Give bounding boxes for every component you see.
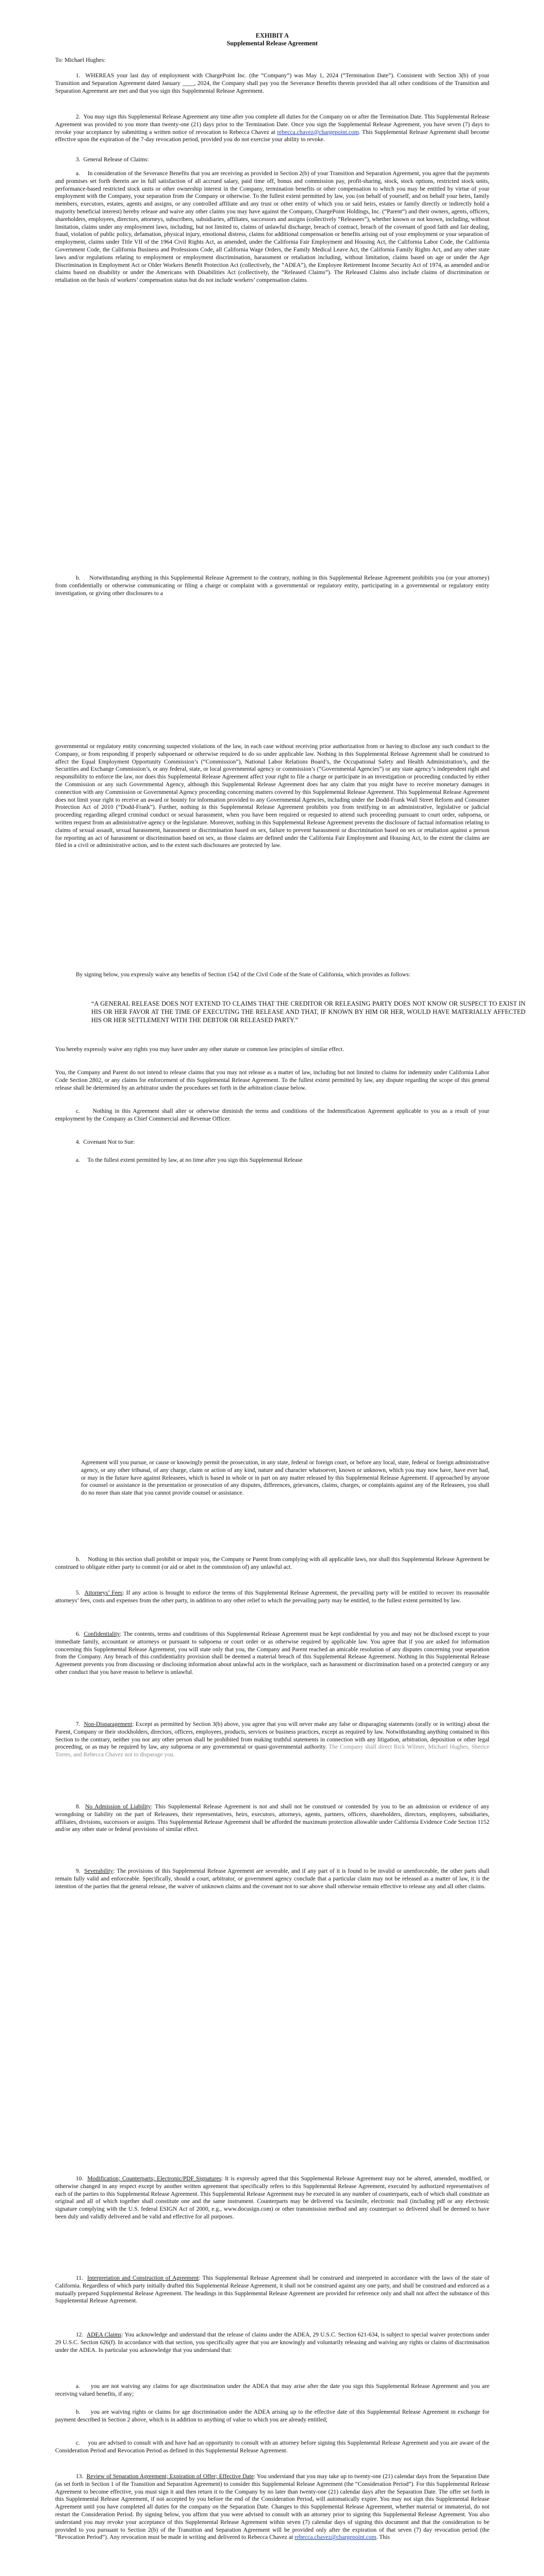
section-4a: a. To the fullest extent permitted by law, at no time after you sign this Supplemental Release (76, 1157, 303, 1163)
exhibit-label: EXHIBIT A (255, 32, 289, 39)
section-1: 1. WHEREAS your last day of employment with ChargePoint Inc. (the “Company”) was May 1, 2024 (“Termination Date”). Consistent with Section 3(b) of your Transition and Separation Agreement dated January ____, 2024, the Company shall pay you the Severance Benefits therein provided that all other conditions of the Transition and Separation Agreement are met and that you sign this Supplemental Release Agreement. (55, 72, 489, 94)
section-12c: c. you are advised to consult with and have had an opportunity to consult with an attorney before signing this Supplemental Release Agreement and you are aware of the Consideration Period and Revocation Period as defined in this Supplemental Release Agreement. (55, 2439, 489, 2454)
waiver-statement: You hereby expressly waive any rights you may have under any other statute or common law principles of similar effect. (55, 1046, 344, 1053)
section-10-label: Modification; Counterparts; Electronic/PDF Signatures (87, 2175, 222, 2182)
section-8: 8. No Admission of Liability: This Supplemental Release Agreement is not and shall not be construed or contended by you to be an admission or evidence of any wrongdoing or liability on the part of Releasees, their representatives, heirs, executors, attorneys, agents, partners, officers, shareholders, directors, employees, subsidiaries, affiliates, divisions, successors or assigns. This Supplemental Release Agreement shall be afforded the maximum protection allowable under California Evidence Code Section 1152 and/or any other state or federal provisions of similar effect. (55, 1803, 489, 1833)
section-4-heading: 4. Covenant Not to Sue: (76, 1139, 135, 1145)
section-6-text: : The contents, terms and conditions of this Supplemental Release Agreement must be kept confidential by you and may not be disclosed except to your immediate family, accountant or attorneys or pursuant to subpoena or court order or as otherwise required by applicable law. You agree that if you are asked for information concerning this Supplemental Release Agreement, you will state only that you, the Company and Parent reached an amicable resolution of any disputes concerning your separation from the Company. Any breach of this confidentiality provision shall be deemed a material breach of this Supplemental Release Agreement. Nothing in this Supplemental Release Agreement prevents you from discussing or disclosing information about unlawful acts in the workplace, such as harassment or discrimination based on a protected category or any other conduct that you have reason to believe is unlawful. (55, 1631, 489, 1675)
section-7: 7. Non-Disparagement: Except as permitted by Section 3(b) above, you agree that you will never make any false or disparaging statements (orally or in writing) about the Parent, Company or their stockholders, directors, officers, employees, products, services or business practices, except as required by law. Notwithstanding anything contained in this Section to the contrary, neither you nor any other person shall be prohibited from making truthful statements in connection with any litigation, arbitration, deposition or other legal proceeding, or as may be required by law, any subpoena or any governmental or quasi-governmental authority. The Company shall direct Rick Wilmer, Michael Hughes, Sherice Torres, and Rebecca Chavez not to disparage you. (55, 1721, 489, 1758)
section-13-text: : You understand that you may take up to twenty-one (21) calendar days from the Separation Date (as set forth in Section 1 of the Transition and Separation Agreement) to consider this Supplemental Release Agreement (the “Consideration Period”). For this Supplemental Release Agreement to become effective, you must sign it and then return it to the Company by no later than twenty-one (21) calendar days after the Separation Date. The offer set forth in this Supplemental Release Agreement, if not accepted by you before the end of the Consideration Period, will automatically expire. You may not sign this Supplemental Release Agreement until you have completed all duties for the company on the Separation Date. Changes to this Supplemental Release Agreement, whether material or immaterial, do not restart the Consideration Period. By signing below, you affirm that you were advised to consult with an attorney prior to signing this Supplemental Release Agreement. You also understand you may revoke your acceptance of this Supplemental Release Agreement within seven (7) calendar days of signing this document and that the consideration to be provided to you pursuant to Section 2(b) of the Transition and Separation Agreement will be provided only after the expiration of that seven (7) day revocation period (the “Revocation Period”). Any revocation must be made in writing and delivered to Rebecca Chavez at (55, 2473, 489, 2541)
section-7-label: Non-Disparagement (84, 1721, 133, 1727)
section-3c: c. Nothing in this Agreement shall alter or otherwise diminish the terms and conditions of the Indemnification Agreement applicable to you as a result of your employment by the Company as Chief Commercial and Revenue Officer. (55, 1108, 489, 1122)
civil-code-1542-quote: “A GENERAL RELEASE DOES NOT EXTEND TO CLAIMS THAT THE CREDITOR OR RELEASING PARTY DOES NOT KNOW OR SUSPECT TO EXIST IN HIS OR HER FAVOR AT THE TIME OF EXECUTING THE RELEASE AND THAT, IF KNOWN BY HIM OR HER, WOULD HAVE MATERIALLY AFFECTED HIS OR HER SETTLEMENT WITH THE DEBTOR OR RELEASED PARTY.” (91, 1000, 525, 1024)
section-9-text: : The provisions of this Supplemental Release Agreement are severable, and if any part of it is found to be invalid or unenforceable, the other parts shall remain fully valid and enforceable. Specifically, should a court, arbitrator, or government agency conclude that a particular claim may not be released as a matter of law, it is the intention of the parties that the general release, the waiver of unknown claims and the covenant not to sue above shall otherwise remain effective to release any and all other claims. (55, 1868, 489, 1890)
page-4 (0, 2148, 544, 2576)
section-13-end: . This (376, 2534, 390, 2541)
salutation: To: Michael Hughes: (55, 57, 106, 63)
section-3-heading: 3. General Release of Claims: (76, 156, 149, 163)
section-12a: a. you are not waiving any claims for age discrimination under the ADEA that may arise after the date you sign this Supplemental Release Agreement and you are receiving valued benefits, if any; (55, 2383, 489, 2397)
section-6: 6. Confidentiality: The contents, terms and conditions of this Supplemental Release Agreement must be kept confidential by you and may not be disclosed except to your immediate family, accountant or attorneys or pursuant to subpoena or court order or as otherwise required by applicable law. You agree that if you are asked for information concerning this Supplemental Release Agreement, you will state only that you, the Company and Parent reached an amicable resolution of any disputes concerning your separation from the Company. Any breach of this confidentiality provision shall be deemed a material breach of this Supplemental Release Agreement. Nothing in this Supplemental Release Agreement prevents you from discussing or disclosing information about unlawful acts in the workplace, such as harassment or discrimination based on a protected category or any other conduct that you have reason to believe is unlawful. (55, 1631, 489, 1675)
section-6-label: Confidentiality (84, 1631, 120, 1637)
section-5: 5. Attorneys’ Fees: If any action is brought to enforce the terms of this Supplemental Release Agreement, the prevailing party will be entitled to recover its reasonable attorneys’ fees, costs and expenses from the other party, in addition to any other relief to which the prevailing party may be entitled, to the fullest extent permitted by law. (55, 1589, 489, 1604)
section-12: 12. ADEA Claims: You acknowledge and understand that the release of claims under the ADEA, 29 U.S.C. Section 621-634, is subject to special waiver protections under 29 U.S.C. Section 626(f). In accordance with that section, you specifically agree that you are knowingly and voluntarily releasing and waiving any rights or claims of discrimination under the ADEA. In particular you acknowledge that you understand that: (55, 2331, 490, 2353)
section-12-text: : You acknowledge and understand that the release of claims under the ADEA, 29 U.S.C. Section 621-634, is subject to special waiver protections under 29 U.S.C. Section 626(f). In accordance with that section, you specifically agree that you are knowingly and voluntarily releasing and waiving any rights or claims of discrimination under the ADEA. In particular you acknowledge that you understand that: (55, 2331, 490, 2353)
section-10-text: : It is expressly agreed that this Supplemental Release Agreement may not be altered, amended, modified, or otherwise changed in any respect except by another written agreement that specifically refers to this Supplemental Release Agreement, executed by authorized representatives of each of the parties to this Supplemental Release Agreement. This Supplemental Release Agreement may be executed in any number of counterparts, each of which shall constitute an original and all of which together shall constitute one and the same instrument. Counterparts may be delivered via facsimile, electronic mail (including pdf or any electronic signature complying with the U.S. federal ESIGN Act of 2000, e.g., www.docusign.com) or other transmission method and any counterpart so delivered shall be deemed to have been duly and validly delivered and be valid and effective for all purposes. (55, 2175, 489, 2220)
section-9-label: Severability (84, 1868, 113, 1874)
section-3b-continued: governmental or regulatory entity concerning suspected violations of the law, in each case without receiving prior authorization from or having to disclose any such conduct to the Company, or from responding if properly subpoenaed or otherwise required to do so under applicable law. Nothing in this Supplemental Release Agreement shall be construed to affect the Equal Employment Opportunity Commission’s (“Commission”), National Labor Relations Board’s, the Occupational Safety and Health Administration’s, and the Securities and Exchange Commission’s, or any federal, state, or local governmental agency or commission’s (“Governmental Agencies”) or any state agency’s independent right and responsibility to enforce the law, nor does this Supplemental Release Agreement affect your right to file a charge or participate in an investigation or proceeding conducted by either the Commission or any such Governmental Agency, although this Supplemental Release Agreement does bar any claim that you might have to receive monetary damages in connection with any Commission or Governmental Agency proceeding concerning matters covered by this Supplemental Release Agreement. This Supplemental Release Agreement does not limit your right to receive an award or bounty for information provided to any Governmental Agencies, including under the Dodd-Frank Wall Street Reform and Consumer Protection Act of 2010 (“Dodd-Frank”). Further, nothing in this Supplemental Release Agreement prohibits you from testifying in an administrative, legislative or judicial proceeding regarding alleged criminal conduct or sexual harassment, when you have been required or requested to attend such proceeding pursuant to court order, subpoena, or written request from an administrative agency or the legislature. Moreover, nothing in this Supplemental Release Agreement prevents the disclosure of factual information relating to claims of sexual assault, sexual harassment, harassment or discrimination based on sex, failure to prevent harassment or discrimination based on sex or retaliation against a person for reporting an act of harassment or discrimination based on sex, as those claims are defined under the California Fair Employment and Housing Act, to the extent the claims are filed in a civil or administrative action, and to the extent such disclosures are protected by law. (55, 743, 489, 849)
page-1 (0, 0, 544, 716)
section-12-label: ADEA Claims (86, 2331, 122, 2338)
revocation-email-link[interactable]: rebecca.chavez@chargepoint.com (277, 128, 359, 135)
section-4b: b. Nothing in this section shall prohibit or impair you, the Company or Parent from complying with all applicable laws, nor shall this Supplemental Release Agreement be construed to obligate either party to commit (or aid or abet in the commission of) any unlawful act. (55, 1556, 489, 1570)
section-3b: b. Notwithstanding anything in this Supplemental Release Agreement to the contrary, nothing in this Supplemental Release Agreement prohibits you (or your attorney) from confidentially or otherwise communicating or filing a charge or complaint with a governmental or regulatory entity, participating in a governmental or regulatory entity investigation, or giving other disclosures to a (55, 574, 489, 597)
section-11-label: Interpretation and Construction of Agreement (87, 2275, 199, 2281)
section-13: 13. Review of Separation Agreement; Expiration of Offer; Effective Date: You understand that you may take up to twenty-one (21) calendar days from the Separation Date (as set forth in Section 1 of the Transition and Separation Agreement) to consider this Supplemental Release Agreement (the “Consideration Period”). For this Supplemental Release Agreement to become effective, you must sign it and then return it to the Company by no later than twenty-one (21) calendar days after the Separation Date. The offer set forth in this Supplemental Release Agreement, if not accepted by you before the end of the Consideration Period, will automatically expire. You may not sign this Supplemental Release Agreement until you have completed all duties for the company on the Separation Date. Changes to this Supplemental Release Agreement, whether material or immaterial, do not restart the Consideration Period. By signing below, you affirm that you were advised to consult with an attorney prior to signing this Supplemental Release Agreement. You also understand you may revoke your acceptance of this Supplemental Release Agreement within seven (7) calendar days of signing this document and that the consideration to be provided to you pursuant to Section 2(b) of the Transition and Separation Agreement will be provided only after the expiration of that seven (7) day revocation period (the “Revocation Period”). Any revocation must be made in writing and delivered to Rebecca Chavez at rebecca.chavez@chargepoint.com. This (55, 2473, 489, 2541)
section-13-email-link[interactable]: rebecca.chavez@chargepoint.com (294, 2534, 376, 2541)
section-10: 10. Modification; Counterparts; Electronic/PDF Signatures: It is expressly agreed that this Supplemental Release Agreement may not be altered, amended, modified, or otherwise changed in any respect except by another written agreement that specifically refers to this Supplemental Release Agreement, executed by authorized representatives of each of the parties to this Supplemental Release Agreement. This Supplemental Release Agreement may be executed in any number of counterparts, each of which shall constitute an original and all of which together shall constitute one and the same instrument. Counterparts may be delivered via facsimile, electronic mail (including pdf or any electronic signature complying with the U.S. federal ESIGN Act of 2000, e.g., www.docusign.com) or other transmission method and any counterpart so delivered shall be deemed to have been duly and validly delivered and be valid and effective for all purposes. (55, 2175, 489, 2220)
document-title: Supplemental Release Agreement (226, 40, 318, 47)
section-8-text: : This Supplemental Release Agreement is not and shall not be construed or contended by you to be an admission or evidence of any wrongdoing or liability on the part of Releasees, their representatives, heirs, executors, attorneys, agents, partners, officers, shareholders, directors, employees, subsidiaries, affiliates, divisions, successors or assigns. This Supplemental Release Agreement shall be afforded the maximum protection allowable under California Evidence Code Section 1152 and/or any other state or federal provisions of similar effect. (55, 1803, 489, 1833)
section-7-gray-text: The Company shall direct Rick Wilmer, Michael Hughes, Sherice Torres, and Rebecca Chavez not to disparage you. (55, 1743, 489, 1758)
section-4a-continued: Agreement will you pursue, or cause or knowingly permit the prosecution, in any state, federal or foreign court, or before any local, state, federal or foreign administrative agency, or any other tribunal, of any charge, claim or action of any kind, nature and character whatsoever, known or unknown, which you may now have, have ever had, or may in the future have against Releasees, which is based in whole or in part on any matter released by this Supplemental Release Agreement. If approached by anyone for counsel or assistance in the presentation or prosecution of any disputes, differences, grievances, claims, charges, or complaints against any of the Releasees, you shall do no more than state that you cannot provide counsel or assistance. (81, 1459, 489, 1497)
section-11-text: : This Supplemental Release Agreement shall be construed and interpreted in accordance with the laws of the state of California. Regardless of which party initially drafted this Supplemental Release Agreement, it shall not be construed against any one party, and shall be construed and enforced as a mutually prepared Supplemental Release Agreement. The headings in this Supplemental Release Agreement are provided for reference only and shall not affect the substance of this Supplemental Release Agreement. (55, 2275, 489, 2304)
arbitration-scope: You, the Company and Parent do not intend to release claims that you may not release as a matter of law, including but not limited to claims for indemnity under California Labor Code Section 2802, or any claims for enforcement of this Supplemental Release Agreement. To the fullest extent permitted by law, any dispute regarding the scope of this general release shall be determined by an arbitrator under the procedures set forth in the arbitration clause below. (55, 1069, 489, 1091)
section-7-text: : Except as permitted by Section 3(b) above, you agree that you will never make any false or disparaging statements (orally or in writing) about the Parent, Company or their stockholders, directors, officers, employees, products, services or business practices, except as required by law. Notwithstanding anything contained in this Section to the contrary, neither you nor any other person shall be prohibited from making truthful statements in connection with any litigation, arbitration, deposition or other legal proceeding, or as may be required by law, any subpoena or any governmental or quasi-governmental authority. (55, 1721, 489, 1751)
page-3 (0, 1432, 544, 2148)
section-13-label: Review of Separation Agreement; Expiration of Offer; Effective Date (86, 2473, 254, 2480)
section-2-text: 2. You may sign this Supplemental Release Agreement any time after you complete all duties for the Company on or after the Termination Date. This Supplemental Release Agreement was provided to you more than twenty-one (21) days prior to the Termination Date. Once you sign the Supplemental Release Agreement, you have seven (7) days to revoke your acceptance by submitting a written notice of revocation to Rebecca Chavez at (55, 113, 489, 135)
section-11: 11. Interpretation and Construction of Agreement: This Supplemental Release Agreement shall be construed and interpreted in accordance with the laws of the state of California. Regardless of which party initially drafted this Supplemental Release Agreement, it shall not be construed against any one party, and shall be construed and enforced as a mutually prepared Supplemental Release Agreement. The headings in this Supplemental Release Agreement are provided for reference only and shall not affect the substance of this Supplemental Release Agreement. (55, 2275, 489, 2304)
section-3a: a. In consideration of the Severance Benefits that you are receiving as provided in Section 2(b) of your Transition and Separation Agreement, you agree that the payments and promises set forth therein are in full satisfaction of all accrued salary, paid time off, bonus and commission pay, profit-sharing, stock, stock options, restricted stock units, performance-based restricted stock units or other ownership interest in the Company, termination benefits or other compensation to which you may be entitled by virtue of your employment with the Company, your separation from the Company or otherwise. To the fullest extent permitted by law, you (on behalf of yourself, and on behalf your heirs, family members, executors, estates, agents and assigns, or any controlled affiliate and any trust or other entity of which you or said heirs, estates or family directly or indirectly hold a majority beneficial interest) hereby release and waive any other claims you may have against the Company, ChargePoint Holdings, Inc. (“Parent”) and their owners, agents, officers, shareholders, employees, directors, attorneys, subscribers, subsidiaries, affiliates, successors and assigns (collectively “Releasees”), whether known or not known, including, without limitation, claims under any employment laws, including, but not limited to, claims of unlawful discharge, breach of contract, breach of the covenant of good faith and fair dealing, fraud, violation of public policy, defamation, physical injury, emotional distress, claims for additional compensation or benefits arising out of your employment or your separation of employment, claims under Title VII of the 1964 Civil Rights Act, as amended, under the California Fair Employment and Housing Act, the California Labor Code, the California Government Code, the California Business and Professions Code, all California Wage Orders, the Family Medical Leave Act, the California Family Rights Act, and any other state laws and/or regulations relating to employment or employment discrimination, harassment or retaliation including, without limitation, claims based on age or under the Age Discrimination in Employment Act or Older Workers Benefit Protection Act (collectively, the “ADEA”), the Employee Retirement Income Security Act of 1974, as amended and/or claims based on disability or under the Americans with Disabilities Act (collectively, the “Released Claims”). The Released Claims also include claims of discrimination or retaliation on the basis of workers’ compensation status but do not include workers’ compensation claims. (55, 170, 489, 284)
section-5-text: : If any action is brought to enforce the terms of this Supplemental Release Agreement, the prevailing party will be entitled to recover its reasonable attorneys’ fees, costs and expenses from the other party, in addition to any other relief to which the prevailing party may be entitled, to the fullest extent permitted by law. (55, 1589, 489, 1604)
section-2 (55, 113, 489, 144)
section-8-label: No Admission of Liability (85, 1803, 151, 1810)
section-5-label: Attorneys’ Fees (84, 1589, 123, 1596)
section-9: 9. Severability: The provisions of this Supplemental Release Agreement are severable, and if any part of it is found to be invalid or unenforceable, the other parts shall remain fully valid and enforceable. Specifically, should a court, arbitrator, or government agency conclude that a particular claim may not be released as a matter of law, it is the intention of the parties that the general release, the waiver of unknown claims and the covenant not to sue above shall otherwise remain effective to release any and all other claims. (55, 1868, 489, 1890)
document-header (55, 32, 489, 47)
page-2 (0, 716, 544, 1432)
civil-code-1542-intro: By signing below, you expressly waive any benefits of Section 1542 of the Civil Code of the State of California, which provides as follows: (76, 971, 410, 978)
section-2-text-end: . This Supplemental Release Agreement shall become effective upon the expiration of the 7-day revocation period, provided you do not exercise your ability to revoke. (55, 128, 489, 143)
section-12b: b. you are waiving rights or claims for age discrimination under the ADEA arising up to the effective date of this Supplemental Release Agreement in exchange for payment described in Section 2 above, which is in addition to anything of value to which you are already entitled; (55, 2409, 489, 2423)
